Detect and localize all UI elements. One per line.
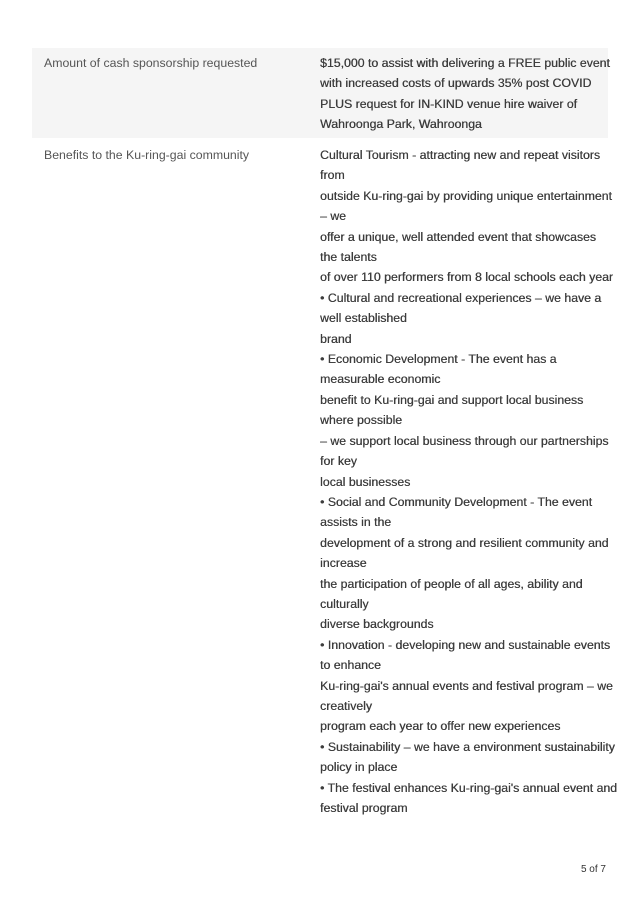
value-line: the talents [320,250,377,265]
value-line: culturally [320,596,369,611]
value-line: – we support local business through our partnerships [320,433,609,448]
value-line: • Sustainability – we have a environment sustainability [320,739,615,754]
value-line: diverse backgrounds [320,617,434,632]
value-line: local businesses [320,474,411,489]
value-line: of over 110 performers from 8 local schools each year [320,270,613,285]
row-label: Amount of cash sponsorship requested [44,56,258,70]
row-label: Benefits to the Ku-ring-gai community [44,148,250,162]
community-benefits-row [32,142,617,822]
value-line: – we [320,209,346,224]
value-line: Wahroonga Park, Wahroonga [320,117,482,132]
value-line: assists in the [320,515,392,530]
value-line: policy in place [320,760,398,775]
value-line: development of a strong and resilient community and [320,535,609,550]
value-line: $15,000 to assist with delivering a FREE public event [320,56,610,70]
row-value [320,53,610,135]
value-line: offer a unique, well attended event that showcases [320,229,596,244]
value-line: outside Ku-ring-gai by providing unique entertainment [320,188,612,203]
sponsorship-amount-row [32,48,608,138]
value-line: • Economic Development - The event has a [320,352,557,367]
value-line: well established [320,311,407,326]
row-value [320,145,617,818]
value-line: increase [320,556,367,571]
value-line: from [320,168,345,183]
page-number: 5 of 7 [580,864,606,875]
value-line: Ku-ring-gai's annual events and festival program – we [320,678,613,693]
value-line: • Social and Community Development - The event [320,494,593,509]
value-line: • Cultural and recreational experiences – we have a [320,290,602,305]
value-line: to enhance [320,658,381,673]
value-line: creatively [320,698,372,713]
value-line: brand [320,331,352,346]
value-line: • The festival enhances Ku-ring-gai's annual event and [320,780,617,795]
value-line: for key [320,454,357,469]
value-line: • Innovation - developing new and sustainable events [320,637,611,652]
value-line: PLUS request for IN-KIND venue hire waiver of [320,96,577,111]
value-line: festival program [320,801,408,815]
value-line: program each year to offer new experiences [320,719,561,734]
value-line: the participation of people of all ages, ability and [320,576,583,591]
value-line: with increased costs of upwards 35% post COVID [320,76,592,91]
value-line: measurable economic [320,372,441,387]
value-line: where possible [320,413,403,428]
value-line: benefit to Ku-ring-gai and support local business [320,392,584,407]
value-line: Cultural Tourism - attracting new and repeat visitors [320,148,600,162]
